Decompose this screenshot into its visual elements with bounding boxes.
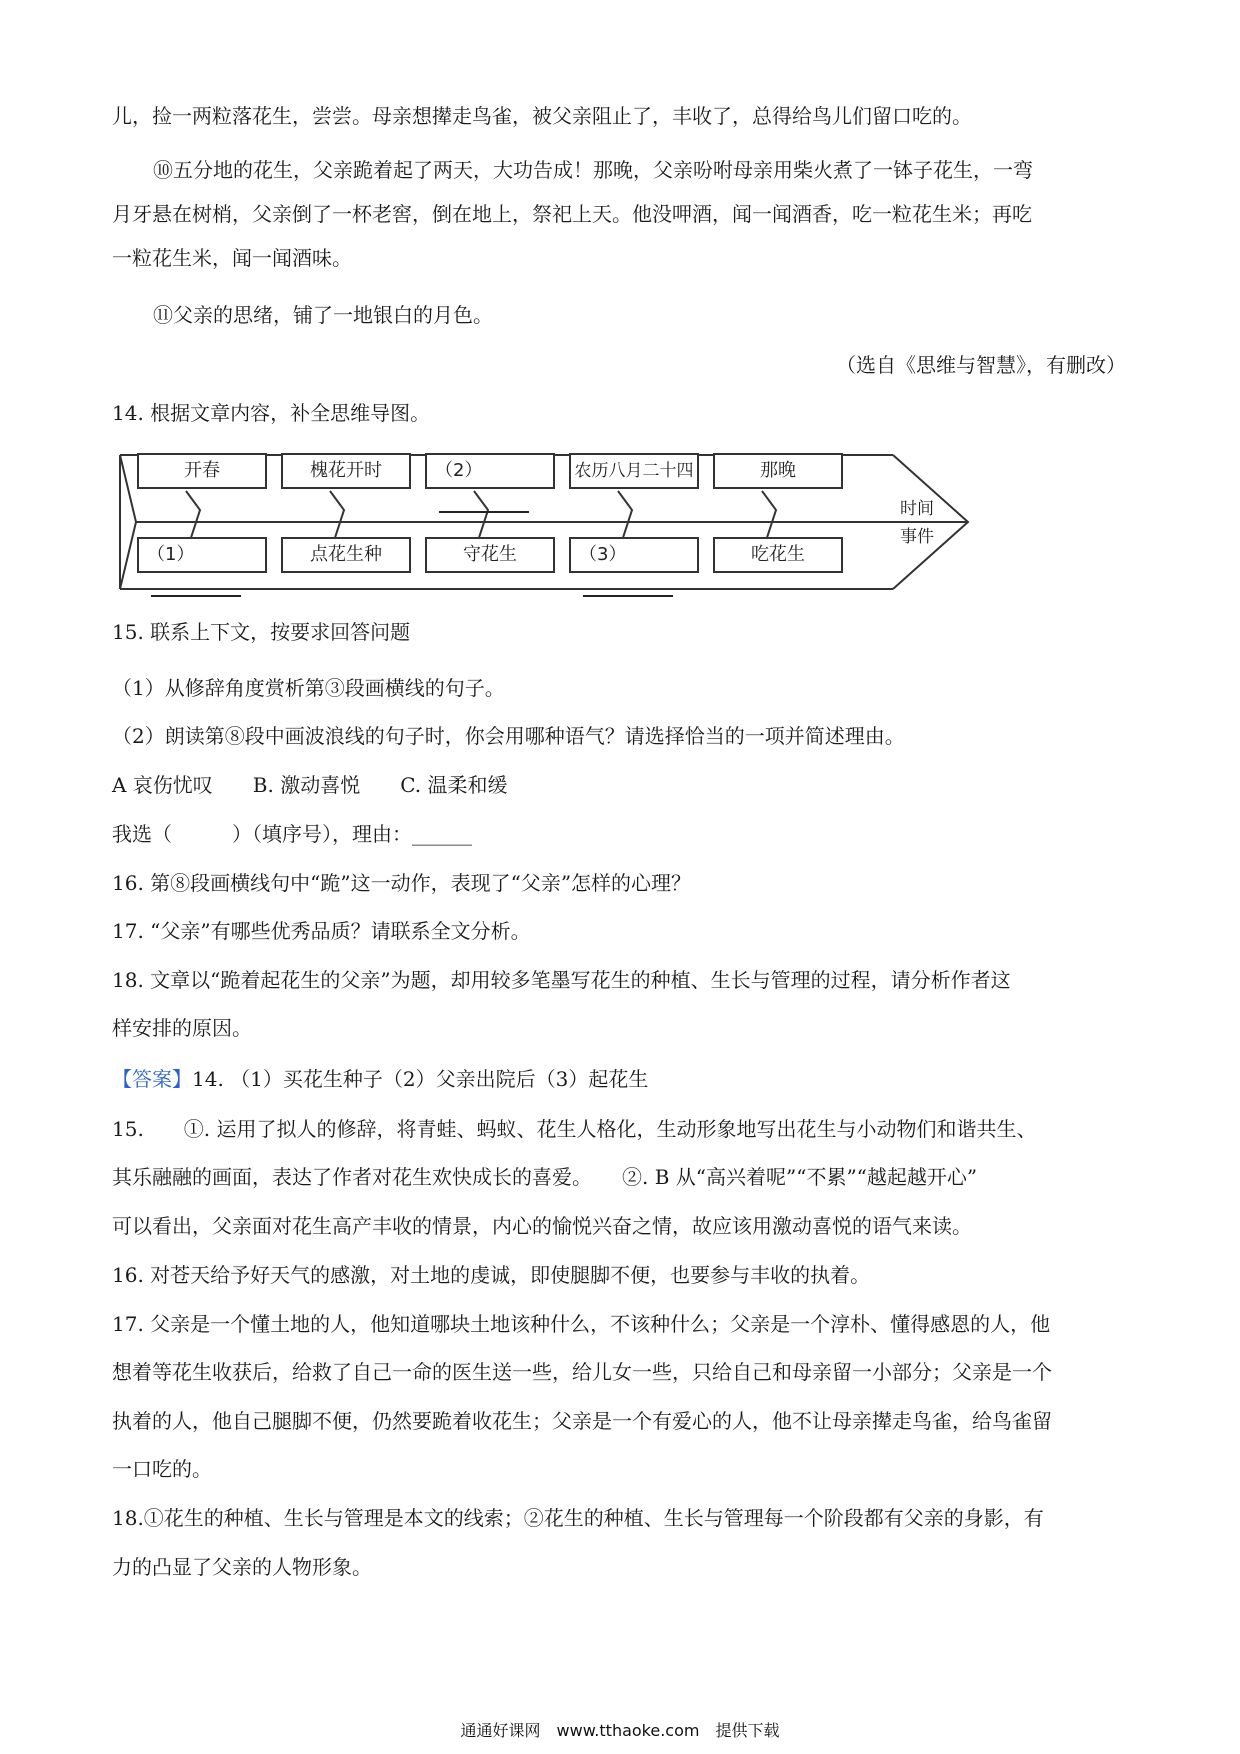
answer-17-line-3: 执着的人，他自己腿脚不便，仍然要跪着收花生；父亲是一个有爱心的人，他不让母亲撵走鸟雀，给鸟雀留 [112,1409,1052,1433]
mind-map-time-3 [425,453,555,489]
answer-18-line-1: 18.①花生的种植、生长与管理是本文的线索；②花生的种植、生长与管理每一个阶段都有父亲的身影，有 [112,1506,1044,1530]
source-note: （选自《思维与智慧》，有删改） [836,353,1126,377]
mind-map-time-4: 农历八月二十四 [569,453,699,489]
answer-17-line-2: 想着等花生收获后，给救了自己一命的医生送一些，给儿女一些，只给自己和母亲留一小部分；父亲是一个 [112,1360,1052,1384]
question-17: 17. “父亲”有哪些优秀品质？请联系全文分析。 [112,919,531,943]
mind-map-event-1 [137,537,267,573]
mind-map-event-5: 吃花生 [713,537,843,573]
answer-17-line-1: 17. 父亲是一个懂土地的人，他知道哪块土地该种什么，不该种什么；父亲是一个淳朴、懂得感恩的人，他 [112,1312,1051,1336]
answer-18-line-2: 力的凸显了父亲的人物形象。 [112,1555,372,1579]
answer-14-text: 14. （1）买花生种子（2）父亲出院后（3）起花生 [192,1067,649,1091]
answer-14 [112,1067,1132,1091]
answer-blank [439,493,529,513]
question-15-1: （1）从修辞角度赏析第③段画横线的句子。 [112,676,505,700]
passage-line: 儿，捡一两粒落花生，尝尝。母亲想撵走鸟雀，被父亲阻止了，丰收了，总得给鸟儿们留口吃的。 [112,104,972,128]
question-15-options: A 哀伤忧叹 B. 激动喜悦 C. 温柔和缓 [112,773,508,797]
mind-map-event-2: 点花生种 [281,537,411,573]
page-footer: 通通好课网 www.tthaoke.com 提供下载 [460,1721,780,1740]
answer-15-line-2: 其乐融融的画面，表达了作者对花生欢快成长的喜爱。 ②. B 从“高兴着呢”“不累”“越起越开心” [112,1165,978,1189]
answer-blank [151,577,241,597]
mind-map-diagram [118,453,978,593]
question-18-line-2: 样安排的原因。 [112,1016,252,1040]
answer-16: 16. 对苍天给予好天气的感激，对土地的虔诚，即使腿脚不便，也要参与丰收的执着。 [112,1263,871,1287]
answer-17-line-4: 一口吃的。 [112,1457,212,1481]
question-15: 15. 联系上下文，按要求回答问题 [112,620,411,644]
question-18-line-1: 18. 文章以“跪着起花生的父亲”为题，却用较多笔墨写花生的种植、生长与管理的过程，请分析作者这 [112,968,1011,992]
mind-map-time-5: 那晚 [713,453,843,489]
blank-label-1: （1） [147,544,195,565]
blank-label-2: （2） [435,460,483,481]
mind-map-time-1: 开春 [137,453,267,489]
question-15-2: （2）朗读第⑧段中画波浪线的句子时，你会用哪种语气？请选择恰当的一项并简述理由。 [112,724,905,748]
paragraph-10-line-1: ⑩五分地的花生，父亲跪着起了两天，大功告成！那晚，父亲吩咐母亲用柴火煮了一钵子花生，一弯 [153,158,1033,182]
question-16: 16. 第⑧段画横线句中“跪”这一动作，表现了“父亲”怎样的心理？ [112,871,692,895]
blank-label-3: （3） [579,544,627,565]
mind-map-event-3: 守花生 [425,537,555,573]
mind-map-time-2: 槐花开时 [281,453,411,489]
paragraph-10-line-3: 一粒花生米，闻一闻酒味。 [112,246,352,270]
answer-15-line-1: 15. ①. 运用了拟人的修辞，将青蛙、蚂蚁、花生人格化，生动形象地写出花生与小动物们和谐共生、 [112,1117,1037,1141]
mind-map-label-event: 事件 [900,527,934,547]
answer-tag: 【答案】 [112,1067,192,1091]
question-15-choice: 我选（ ）（填序号），理由：______ [112,822,472,846]
mind-map-label-time: 时间 [900,499,934,519]
answer-blank [583,577,673,597]
paragraph-10-line-2: 月牙悬在树梢，父亲倒了一杯老窖，倒在地上，祭祀上天。他没呷酒，闻一闻酒香，吃一粒花生米；再吃 [112,202,1032,226]
paragraph-11: ⑪父亲的思绪，铺了一地银白的月色。 [153,303,493,327]
mind-map-event-4 [569,537,699,573]
answer-15-line-3: 可以看出，父亲面对花生高产丰收的情景，内心的愉悦兴奋之情，故应该用激动喜悦的语气来读。 [112,1214,972,1238]
question-14: 14. 根据文章内容，补全思维导图。 [112,401,431,425]
